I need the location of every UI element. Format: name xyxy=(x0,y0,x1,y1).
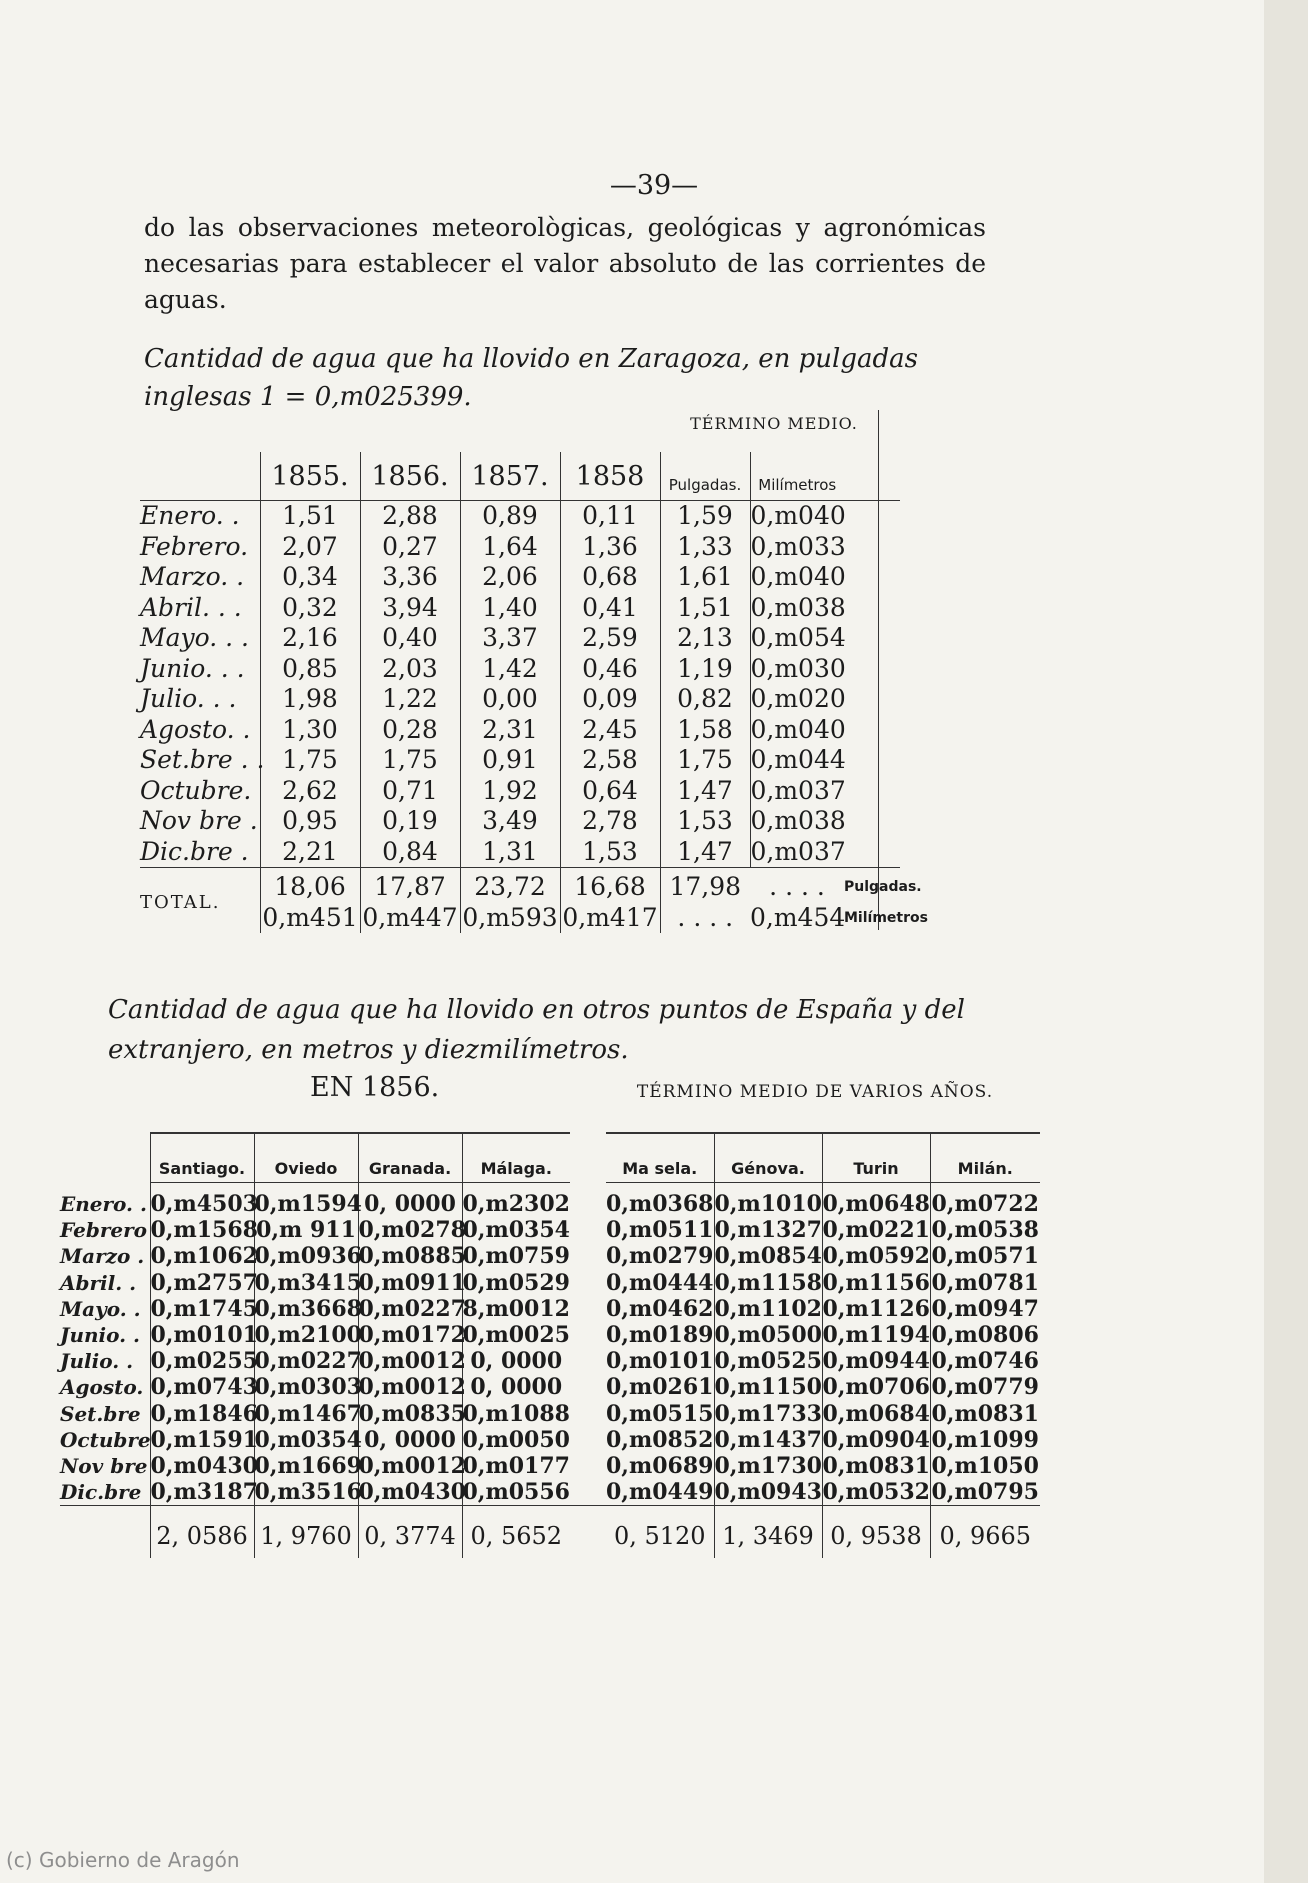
table-cell: 0,m3415 xyxy=(254,1269,362,1296)
table-row xyxy=(60,1479,1040,1506)
table-cell: 0,m0743 xyxy=(150,1374,258,1401)
table-cell: 3,36 xyxy=(360,562,460,593)
table-cell: 0,m0227 xyxy=(254,1348,362,1375)
table-cell: 0,m0525 xyxy=(714,1348,822,1375)
table-cell: 1,42 xyxy=(460,654,560,685)
table-cell: 2,03 xyxy=(360,654,460,685)
table1-header-pulgadas: Pulgadas. xyxy=(660,452,750,501)
table-row xyxy=(60,1348,1040,1374)
table-cell: 0,m1050 xyxy=(931,1452,1039,1479)
table-spacer xyxy=(844,532,900,563)
table-cell: 1,40 xyxy=(460,593,560,624)
table-cell: . . . . xyxy=(660,903,750,934)
table-cell: 1,64 xyxy=(460,532,560,563)
table-cell: 0,m0831 xyxy=(822,1452,930,1479)
month-label: Mayo. . . xyxy=(140,623,249,653)
table-row xyxy=(60,1243,1040,1269)
table-cell: 0,m0854 xyxy=(714,1243,822,1270)
table-cell: 0,m0227 xyxy=(358,1295,466,1322)
table-cell: 0, 0000 xyxy=(462,1374,570,1400)
table-cell: 0,m1568 xyxy=(150,1217,258,1244)
table-row xyxy=(60,1270,1040,1296)
table-cell: 1,22 xyxy=(360,684,460,715)
table-cell: 0,m0050 xyxy=(462,1426,570,1453)
table-cell: 0,m0462 xyxy=(606,1295,714,1322)
table-cell: 0,m1730 xyxy=(714,1452,822,1479)
table-cell: 23,72 xyxy=(460,868,560,903)
table-cell: 0,27 xyxy=(360,532,460,563)
table-cell: 0,m040 xyxy=(750,562,846,592)
table-cell: 0,m0781 xyxy=(931,1269,1039,1296)
table2-column-gap xyxy=(570,1217,606,1243)
table-row xyxy=(140,715,900,746)
table-spacer xyxy=(844,776,900,807)
table-cell: 0,m1150 xyxy=(714,1374,822,1401)
table-cell: 0,m417 xyxy=(560,903,660,934)
intro-paragraph: do las observaciones meteorològicas, geológicas y agronómicas necesarias para establecer el valor absoluto de las corrientes de aguas. xyxy=(144,213,986,314)
table-cell: 0,m0592 xyxy=(822,1243,930,1270)
table1-header-1856: 1856. xyxy=(360,452,460,501)
table-row xyxy=(140,593,900,624)
table2-total-label xyxy=(60,1506,150,1559)
table-cell: 0,m037 xyxy=(750,775,846,805)
table-cell: 0,m0012 xyxy=(358,1348,466,1375)
table-spacer xyxy=(844,501,900,532)
table-cell: 2,21 xyxy=(260,837,360,868)
table-row xyxy=(140,776,900,807)
table-cell: 0,m4503 xyxy=(150,1183,254,1218)
table-cell: 0,m030 xyxy=(750,653,846,683)
table2-column-gap xyxy=(570,1348,606,1374)
table-row xyxy=(60,1217,1040,1243)
table2-caption: Cantidad de agua que ha llovido en otros puntos de España y del extranjero, en metros y diezmilímetros. xyxy=(108,995,965,1065)
table2-column-gap xyxy=(570,1453,606,1479)
table-cell: 0,m038 xyxy=(750,806,846,836)
table-cell: 1,75 xyxy=(360,745,460,776)
table-cell: 0,m1126 xyxy=(822,1295,930,1322)
table-cell: 0,m0278 xyxy=(358,1217,466,1244)
table1-unit-milimetros: Milímetros xyxy=(844,909,928,926)
table2-header-santiago: Santiago. xyxy=(150,1133,254,1183)
month-label: Nov bre xyxy=(60,1453,148,1478)
table-cell: 17,87 xyxy=(360,868,460,903)
table-cell: 0,m0189 xyxy=(606,1322,714,1349)
month-label: Junio. . xyxy=(60,1323,141,1348)
month-label: Abril. . xyxy=(60,1270,137,1295)
table1-header-1855: 1855. xyxy=(260,452,360,501)
table-cell: 1,51 xyxy=(660,593,750,624)
table-cell: 0,m0430 xyxy=(358,1479,466,1506)
table-cell: 0,m1467 xyxy=(254,1400,362,1427)
table-cell: 0,95 xyxy=(260,806,360,837)
table-cell: 0,m1102 xyxy=(714,1295,822,1322)
table-cell: 0,m1437 xyxy=(714,1426,822,1453)
table1-header-milimetros: Milímetros xyxy=(750,452,844,501)
table-cell: 1,30 xyxy=(260,715,360,746)
table-cell: 0,28 xyxy=(360,715,460,746)
table-cell: 1,47 xyxy=(660,837,750,868)
table-cell: 0,m447 xyxy=(360,903,460,934)
table-cell: 0,m1010 xyxy=(714,1183,822,1218)
table-cell: 0,00 xyxy=(460,684,560,715)
table-cell: 3,37 xyxy=(460,623,560,654)
table2-column-gap xyxy=(570,1183,606,1218)
page-number: —39— xyxy=(609,170,699,201)
table1-unit-pulgadas: Pulgadas. xyxy=(844,868,900,903)
table-row xyxy=(140,654,900,685)
table-cell: 0,m0943 xyxy=(714,1479,822,1506)
month-label: Febrero. xyxy=(140,531,249,561)
table-cell: 1,53 xyxy=(560,837,660,868)
table-cell: 0,m1669 xyxy=(254,1452,362,1479)
table-cell: 0,m033 xyxy=(750,531,846,561)
table1-termino-medio: TÉRMINO MEDIO. xyxy=(690,414,858,433)
table-cell: 0,m0279 xyxy=(606,1243,714,1270)
table-cell: 0, 5652 xyxy=(462,1506,570,1559)
table-cell: 0,m2100 xyxy=(254,1322,362,1349)
month-label: Julio. . . xyxy=(140,684,237,714)
table-cell: 0,m0444 xyxy=(606,1269,714,1296)
table-cell: 0,m1088 xyxy=(462,1400,570,1427)
table1-total-label: TOTAL. xyxy=(140,868,260,934)
table2-header-malaga: Málaga. xyxy=(462,1133,570,1183)
table-cell: 0,m3516 xyxy=(254,1479,362,1506)
table-row xyxy=(140,501,900,532)
table-cell: 0,m0177 xyxy=(462,1452,570,1479)
table-cell: 0,m451 xyxy=(260,903,360,934)
table2-header-marsella: Ma sela. xyxy=(606,1133,714,1183)
table-cell: 1,31 xyxy=(460,837,560,868)
table-cell: 1,19 xyxy=(660,654,750,685)
table-cell: 0, 9538 xyxy=(822,1506,930,1559)
table-row xyxy=(140,806,900,837)
month-label: Dic.bre . xyxy=(140,836,249,866)
month-label: Nov bre . xyxy=(140,806,258,836)
table-cell: 0,71 xyxy=(360,776,460,807)
table-cell: 0, 0000 xyxy=(358,1427,462,1453)
table-cell: 0,m0885 xyxy=(358,1243,466,1270)
table-cell: 0, 0000 xyxy=(358,1183,462,1218)
table-cell: 2,58 xyxy=(560,745,660,776)
table-cell: 0,m593 xyxy=(460,903,560,934)
table2-column-gap xyxy=(570,1270,606,1296)
month-label: Agosto. xyxy=(60,1375,144,1400)
table-cell: 2,78 xyxy=(560,806,660,837)
table-row xyxy=(140,745,900,776)
table2-column-gap xyxy=(570,1479,606,1506)
table2-column-gap xyxy=(570,1243,606,1269)
table-cell: 0,m0746 xyxy=(931,1348,1039,1375)
table2-en-1856: EN 1856. xyxy=(310,1072,440,1103)
table2-header-genova: Génova. xyxy=(714,1133,822,1183)
table-cell: . . . . xyxy=(750,868,844,903)
table-cell: 0,m0706 xyxy=(822,1374,930,1401)
table-cell: 0,64 xyxy=(560,776,660,807)
month-label: Febrero xyxy=(60,1218,147,1243)
table2-header-oviedo: Oviedo xyxy=(254,1133,358,1183)
table-cell: 0,m0511 xyxy=(606,1217,714,1244)
table2-column-gap xyxy=(570,1427,606,1453)
table-cell: 0,m1594 xyxy=(254,1183,358,1218)
table-cell: 0,m1062 xyxy=(150,1243,258,1270)
table-row xyxy=(60,1374,1040,1400)
table-cell: 0,m1591 xyxy=(150,1426,258,1453)
table-cell: 0,m0759 xyxy=(462,1243,570,1270)
month-label: Mayo. . xyxy=(60,1296,141,1321)
table-spacer xyxy=(844,654,900,685)
table-cell: 0,m0101 xyxy=(150,1322,258,1349)
table-cell: 2,45 xyxy=(560,715,660,746)
table-cell: 0,m038 xyxy=(750,592,846,622)
table-cell: 0,m0806 xyxy=(931,1322,1039,1349)
table-cell: 0,m3668 xyxy=(254,1295,362,1322)
table-cell: 0,m1745 xyxy=(150,1295,258,1322)
table-cell: 0,m0354 xyxy=(254,1426,362,1453)
table-spacer xyxy=(844,684,900,715)
table-cell: 0,19 xyxy=(360,806,460,837)
table-cell: 0,m0684 xyxy=(822,1400,930,1427)
table-row xyxy=(140,562,900,593)
table-row xyxy=(60,1401,1040,1427)
table-cell: 2, 0586 xyxy=(150,1506,254,1559)
other-places-rainfall-table xyxy=(60,1132,1040,1558)
table-cell: 0,m2302 xyxy=(462,1183,570,1218)
table-cell: 0,m0354 xyxy=(462,1217,570,1244)
table-row xyxy=(60,1427,1040,1453)
table-cell: 0,m1156 xyxy=(822,1269,930,1296)
table-cell: 1,75 xyxy=(260,745,360,776)
table-cell: 0,m0101 xyxy=(606,1348,714,1375)
watermark: (c) Gobierno de Aragón xyxy=(6,1848,240,1872)
table-cell: 0,m0515 xyxy=(606,1400,714,1427)
table1-header-spacer xyxy=(844,452,900,501)
table-cell: 1,75 xyxy=(660,745,750,776)
table-cell: 0,m0368 xyxy=(606,1191,714,1218)
table-cell: 2,88 xyxy=(360,501,460,532)
table-row xyxy=(60,1296,1040,1322)
month-label: Junio. . . xyxy=(140,653,245,683)
table-cell: 0,m0255 xyxy=(150,1348,258,1375)
table-cell: 18,06 xyxy=(260,868,360,903)
table-cell: 0,84 xyxy=(360,837,460,868)
table-cell: 0,41 xyxy=(560,593,660,624)
table-cell: 0,m1099 xyxy=(931,1426,1039,1453)
table-cell: 0,m0430 xyxy=(150,1452,258,1479)
table-spacer xyxy=(844,562,900,593)
table-cell: 1, 9760 xyxy=(254,1506,358,1559)
table1-total-row-pulgadas xyxy=(140,868,900,903)
table2-header-granada: Granada. xyxy=(358,1133,462,1183)
table-cell: 0,m3187 xyxy=(150,1479,258,1506)
table-cell: 0,82 xyxy=(660,684,750,715)
table-cell: 3,94 xyxy=(360,593,460,624)
table-cell: 0,m1733 xyxy=(714,1400,822,1427)
table-cell: 0,m2757 xyxy=(150,1269,258,1296)
table-cell: 0, 0000 xyxy=(462,1348,570,1374)
table-cell: 0,m0831 xyxy=(931,1400,1039,1427)
table-cell: 0,m0012 xyxy=(358,1374,466,1401)
table-cell: 0,32 xyxy=(260,593,360,624)
table-row xyxy=(60,1183,1040,1218)
table-row xyxy=(140,684,900,715)
table-spacer xyxy=(844,715,900,746)
table-cell: 1,61 xyxy=(660,562,750,593)
table2-termino-medio: TÉRMINO MEDIO DE VARIOS AÑOS. xyxy=(636,1082,994,1102)
table-cell: 1,53 xyxy=(660,806,750,837)
table2-column-gap xyxy=(570,1322,606,1348)
table2-column-gap xyxy=(570,1401,606,1427)
table-cell: 0,m1327 xyxy=(714,1217,822,1244)
table2-corner xyxy=(60,1133,150,1183)
table-cell: 0,m0261 xyxy=(606,1374,714,1401)
table-cell: 2,59 xyxy=(560,623,660,654)
table-cell: 1,51 xyxy=(260,501,360,532)
table-row xyxy=(140,623,900,654)
table-cell: 17,98 xyxy=(660,868,750,903)
table-cell: 0,m054 xyxy=(750,623,846,653)
table-cell: 1,92 xyxy=(460,776,560,807)
table1-caption: Cantidad de agua que ha llovido en Zaragoza, en pulgadas inglesas 1 = 0,m025399. xyxy=(144,344,918,412)
table-cell: 0, 3774 xyxy=(358,1506,462,1559)
table-cell: 0,m1194 xyxy=(822,1322,930,1349)
table2-column-gap xyxy=(570,1506,606,1559)
table-cell: 2,62 xyxy=(260,776,360,807)
table-cell: 0,m 911 xyxy=(254,1217,358,1243)
month-label: Marzo. . xyxy=(140,562,245,592)
table-cell: 0,40 xyxy=(360,623,460,654)
table-spacer xyxy=(844,806,900,837)
table2-column-gap xyxy=(570,1133,606,1183)
table-cell: 0,m0500 xyxy=(714,1322,822,1349)
table-cell: 0,m0571 xyxy=(931,1243,1039,1270)
table1-header-1857: 1857. xyxy=(460,452,560,501)
month-label: Dic.bre xyxy=(60,1480,142,1505)
table-cell: 0,89 xyxy=(460,501,560,532)
table-cell: 3,49 xyxy=(460,806,560,837)
table-cell: 0,m0556 xyxy=(462,1479,570,1506)
table-cell: 16,68 xyxy=(560,868,660,903)
table-cell: 0,m0904 xyxy=(822,1426,930,1453)
table-cell: 0,m0025 xyxy=(462,1322,570,1349)
table-cell: 0,m0529 xyxy=(462,1269,570,1296)
table-cell: 0,m040 xyxy=(750,714,846,744)
table-cell: 0,m0835 xyxy=(358,1400,466,1427)
table-row xyxy=(140,837,900,868)
table-cell: 0, 9665 xyxy=(930,1506,1040,1559)
table-cell: 0,11 xyxy=(560,501,660,532)
table-cell: 0,m0947 xyxy=(931,1295,1039,1322)
table-cell: 0,34 xyxy=(260,562,360,593)
table-cell: 0,m020 xyxy=(750,684,846,714)
table-cell: 1,33 xyxy=(660,532,750,563)
table-cell: 2,16 xyxy=(260,623,360,654)
zaragoza-rainfall-table xyxy=(140,452,928,933)
table-spacer xyxy=(844,593,900,624)
table-cell: 2,31 xyxy=(460,715,560,746)
month-label: Julio. . xyxy=(60,1349,134,1374)
table-cell: 1, 3469 xyxy=(714,1506,822,1559)
table1-header-1858: 1858 xyxy=(560,452,660,501)
table-cell: 0,m0722 xyxy=(930,1183,1040,1218)
table-cell: 0,68 xyxy=(560,562,660,593)
table-cell: 0,m037 xyxy=(750,836,846,866)
table-cell: 0,m0689 xyxy=(606,1452,714,1479)
month-label: Marzo . xyxy=(60,1244,145,1269)
table-cell: 0,m0538 xyxy=(931,1217,1039,1244)
table-cell: 0,m454 xyxy=(750,902,846,932)
month-label: Set.bre . . xyxy=(140,745,265,775)
table-cell: 0,m044 xyxy=(750,745,846,775)
table2-column-gap xyxy=(570,1296,606,1322)
month-label: Enero. . xyxy=(60,1191,147,1216)
table-cell: 1,36 xyxy=(560,532,660,563)
table-row xyxy=(140,532,900,563)
table-cell: 0,m0852 xyxy=(606,1426,714,1453)
month-label: Enero. . xyxy=(140,501,240,531)
table-cell: 0,m0795 xyxy=(931,1479,1039,1506)
table-cell: 2,07 xyxy=(260,532,360,563)
table-cell: 0,m0449 xyxy=(606,1479,714,1506)
table-cell: 1,59 xyxy=(660,501,750,532)
table-cell: 0,m040 xyxy=(750,501,846,531)
table-cell: 0,m0172 xyxy=(358,1322,466,1349)
month-label: Octubre. xyxy=(140,775,252,805)
table-cell: 0,m0221 xyxy=(822,1217,930,1244)
month-label: Abril. . . xyxy=(140,592,242,622)
table-cell: 0,09 xyxy=(560,684,660,715)
table-cell: 1,58 xyxy=(660,715,750,746)
table-spacer xyxy=(844,745,900,776)
table-cell: 0,85 xyxy=(260,654,360,685)
table-cell: 0,m0303 xyxy=(254,1374,362,1401)
table-cell: 0,91 xyxy=(460,745,560,776)
table-row xyxy=(60,1453,1040,1479)
table-cell: 0, 5120 xyxy=(606,1506,714,1559)
table-cell: 0,m1846 xyxy=(150,1400,258,1427)
table-cell: 0,m0779 xyxy=(931,1374,1039,1401)
table-cell: 1,47 xyxy=(660,776,750,807)
month-label: Set.bre xyxy=(60,1401,141,1426)
table-cell: 0,m0936 xyxy=(254,1243,362,1270)
page-edge xyxy=(1264,0,1308,1883)
table-cell: 0,m0911 xyxy=(358,1269,466,1296)
table-cell: 0,m0012 xyxy=(358,1452,466,1479)
table-cell: 0,m1158 xyxy=(714,1269,822,1296)
table-cell: 1,98 xyxy=(260,684,360,715)
table2-total-row xyxy=(60,1506,1040,1559)
table-row xyxy=(60,1322,1040,1348)
table-cell: 8,m0012 xyxy=(462,1295,570,1322)
table2-column-gap xyxy=(570,1374,606,1400)
table-cell: 0,m0532 xyxy=(822,1479,930,1506)
table-spacer xyxy=(844,837,900,868)
table-spacer xyxy=(844,623,900,654)
month-label: Agosto. . xyxy=(140,714,251,744)
month-label: Octubre xyxy=(60,1427,151,1452)
table1-corner xyxy=(140,452,260,501)
table-cell: 0,m0648 xyxy=(822,1183,930,1218)
table-cell: 0,m0944 xyxy=(822,1348,930,1375)
table-cell: 2,06 xyxy=(460,562,560,593)
table-cell: 0,46 xyxy=(560,654,660,685)
table-cell: 2,13 xyxy=(660,623,750,654)
table2-header-milan: Milán. xyxy=(930,1133,1040,1183)
table2-header-turin: Turin xyxy=(822,1133,930,1183)
